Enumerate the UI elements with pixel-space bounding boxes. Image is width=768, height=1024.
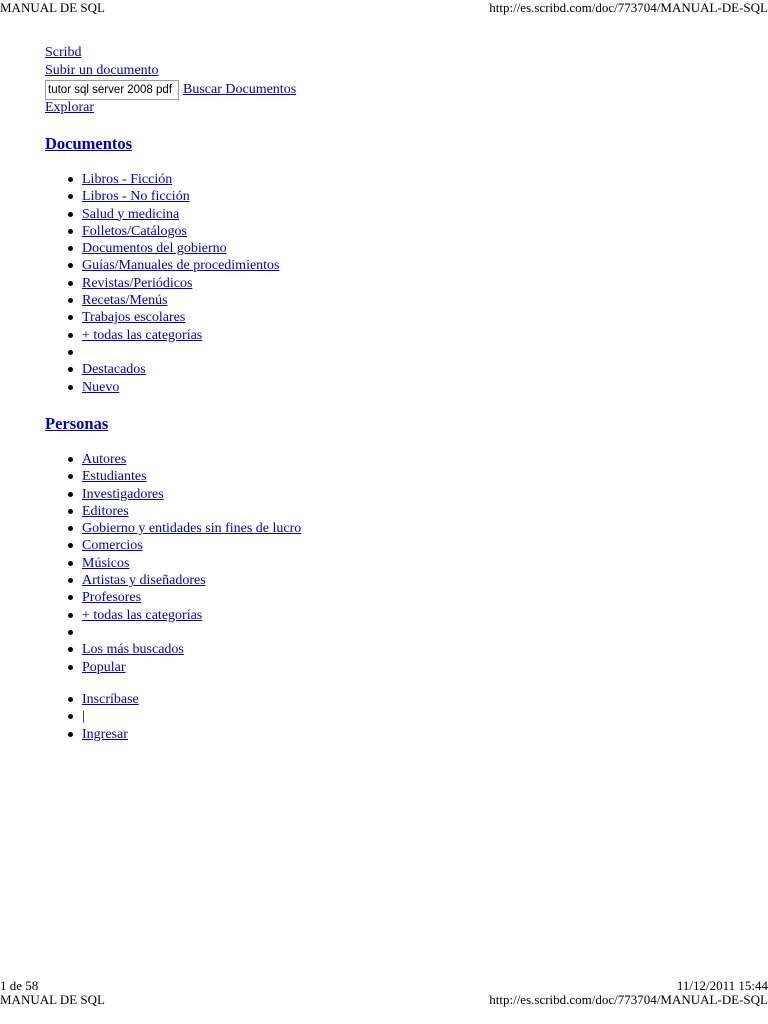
search-documents-link[interactable]: Buscar Documentos [183, 82, 297, 97]
list-item [45, 451, 301, 468]
list-item [45, 206, 280, 223]
category-link-libros-ficcion[interactable]: Libros - Ficción [82, 172, 173, 187]
list-item [45, 708, 139, 725]
persona-link-musicos[interactable]: Músicos [82, 555, 130, 571]
login-link[interactable]: Ingresar [82, 726, 128, 742]
category-link-recetas-menus[interactable]: Recetas/Menús [82, 293, 168, 309]
list-item [45, 691, 139, 708]
explore-link[interactable]: Explorar [45, 100, 94, 115]
featured-link[interactable]: Destacados [82, 362, 146, 378]
search-bar [45, 80, 296, 100]
category-link-trabajos-escolares[interactable]: Trabajos escolares [82, 310, 186, 326]
category-link-revistas-periodicos[interactable]: Revistas/Periódicos [82, 275, 193, 291]
documentos-heading-link[interactable]: Documentos [45, 134, 133, 153]
persona-link-autores[interactable]: Autores [82, 452, 127, 467]
print-footer-datetime: 11/12/2011 15:44 [676, 978, 768, 993]
category-link-libros-no-ficcion[interactable]: Libros - No ficción [82, 189, 190, 205]
scribd-link[interactable]: Scribd [45, 45, 82, 60]
persona-link-profesores[interactable]: Profesores [82, 590, 142, 606]
print-header-title: MANUAL DE SQL [0, 0, 105, 15]
list-item [45, 468, 301, 485]
list-item [45, 309, 280, 326]
list-item [45, 659, 301, 676]
persona-link-all-categories[interactable]: + todas las categorías [82, 607, 203, 623]
persona-link-estudiantes[interactable]: Estudiantes [82, 469, 147, 485]
persona-link-artistas[interactable]: Artistas y diseñadores [82, 573, 206, 589]
list-item [45, 607, 301, 624]
documentos-heading[interactable] [45, 134, 132, 154]
signup-link[interactable]: Inscríbase [82, 692, 139, 707]
persona-link-investigadores[interactable]: Investigadores [82, 486, 164, 502]
personas-heading-link[interactable]: Personas [45, 414, 109, 433]
category-link-salud-medicina[interactable]: Salud y medicina [82, 206, 180, 222]
personas-category-list [45, 451, 301, 676]
print-footer-page-count: 1 de 58 [0, 978, 39, 993]
list-item [45, 327, 280, 344]
empty-list-item [45, 344, 280, 361]
persona-link-editores[interactable]: Editores [82, 503, 129, 519]
upload-document-link[interactable]: Subir un documento [45, 63, 159, 78]
list-item [45, 361, 280, 378]
category-link-guias-manuales[interactable]: Guías/Manuales de procedimientos [82, 258, 280, 274]
print-header-url: http://es.scribd.com/doc/773704/MANUAL-DE-SQL [489, 0, 768, 15]
print-footer-url: http://es.scribd.com/doc/773704/MANUAL-DE-SQL [489, 992, 768, 1007]
documentos-category-list [45, 171, 280, 396]
list-item [45, 188, 280, 205]
list-item [45, 171, 280, 188]
list-item [45, 240, 280, 257]
list-item [45, 292, 280, 309]
persona-link-gobierno[interactable]: Gobierno y entidades sin fines de lucro [82, 521, 302, 537]
list-item [45, 572, 301, 589]
personas-heading[interactable] [45, 414, 108, 434]
category-link-documentos-gobierno[interactable]: Documentos del gobierno [82, 241, 227, 257]
empty-list-item [45, 624, 301, 641]
search-input[interactable] [45, 80, 179, 100]
list-item [45, 520, 301, 537]
most-searched-link[interactable]: Los más buscados [82, 642, 184, 658]
list-item [45, 641, 301, 658]
print-footer-title: MANUAL DE SQL [0, 992, 105, 1007]
account-list [45, 691, 139, 743]
category-link-all-categories[interactable]: + todas las categorías [82, 327, 203, 343]
popular-link[interactable]: Popular [82, 659, 126, 675]
separator: | [82, 709, 85, 725]
list-item [45, 223, 280, 240]
list-item [45, 257, 280, 274]
list-item [45, 486, 301, 503]
new-link[interactable]: Nuevo [82, 379, 120, 395]
list-item [45, 726, 139, 743]
list-item [45, 537, 301, 554]
list-item [45, 555, 301, 572]
persona-link-comercios[interactable]: Comercios [82, 538, 143, 554]
list-item [45, 275, 280, 292]
list-item [45, 503, 301, 520]
category-link-folletos-catalogos[interactable]: Folletos/Catálogos [82, 223, 187, 239]
list-item [45, 589, 301, 606]
list-item [45, 379, 280, 396]
